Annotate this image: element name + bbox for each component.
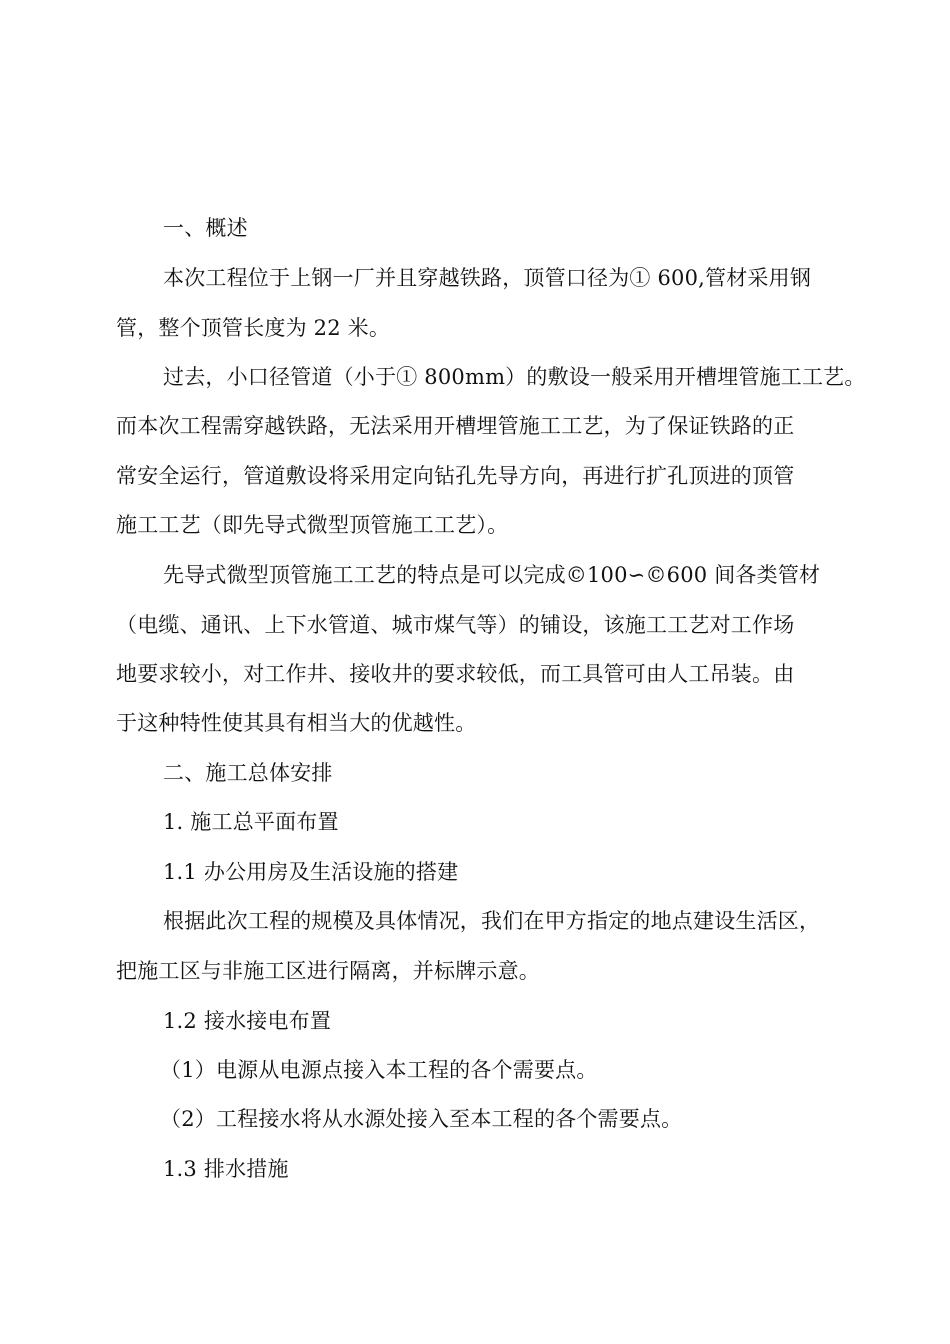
section-heading-arrangement: 二、施工总体安排 (163, 761, 333, 785)
paragraph-line: 过去，小口径管道（小于① 800mm）的敷设一般采用开槽埋管施工工艺。 (163, 365, 866, 389)
subheading: 1.2 接水接电布置 (163, 1009, 332, 1033)
paragraph-line: 于这种特性使其具有相当大的优越性。 (116, 711, 477, 735)
subheading: 1.3 排水措施 (163, 1157, 289, 1181)
paragraph-line: 把施工区与非施工区进行隔离，并标牌示意。 (116, 959, 540, 983)
paragraph-line: 常安全运行，管道敷设将采用定向钻孔先导方向，再进行扩孔顶进的顶管 (116, 464, 795, 488)
paragraph-line: 根据此次工程的规模及具体情况，我们在甲方指定的地点建设生活区， (163, 909, 821, 933)
paragraph-line: 本次工程位于上钢一厂并且穿越铁路，顶管口径为① 600,管材采用钢 (163, 266, 812, 290)
subheading: 1.1 办公用房及生活设施的搭建 (163, 860, 459, 884)
section-heading-overview: 一、概述 (163, 216, 248, 240)
subheading: 1. 施工总平面布置 (163, 810, 339, 834)
paragraph-line: 管，整个顶管长度为 22 米。 (116, 316, 391, 340)
paragraph-line: 地要求较小，对工作井、接收井的要求较低，而工具管可由人工吊装。由 (116, 662, 795, 686)
list-item: （1）电源从电源点接入本工程的各个需要点。 (160, 1058, 598, 1082)
list-item: （2）工程接水将从水源处接入至本工程的各个需要点。 (160, 1107, 683, 1131)
paragraph-line: 先导式微型顶管施工工艺的特点是可以完成©100∽©600 间各类管材 (163, 563, 821, 587)
paragraph-line: （电缆、通讯、上下水管道、城市煤气等）的铺设，该施工工艺对工作场 (116, 613, 795, 637)
paragraph-line: 而本次工程需穿越铁路，无法采用开槽埋管施工工艺，为了保证铁路的正 (116, 414, 795, 438)
paragraph-line: 施工工艺（即先导式微型顶管施工工艺）。 (116, 513, 509, 537)
